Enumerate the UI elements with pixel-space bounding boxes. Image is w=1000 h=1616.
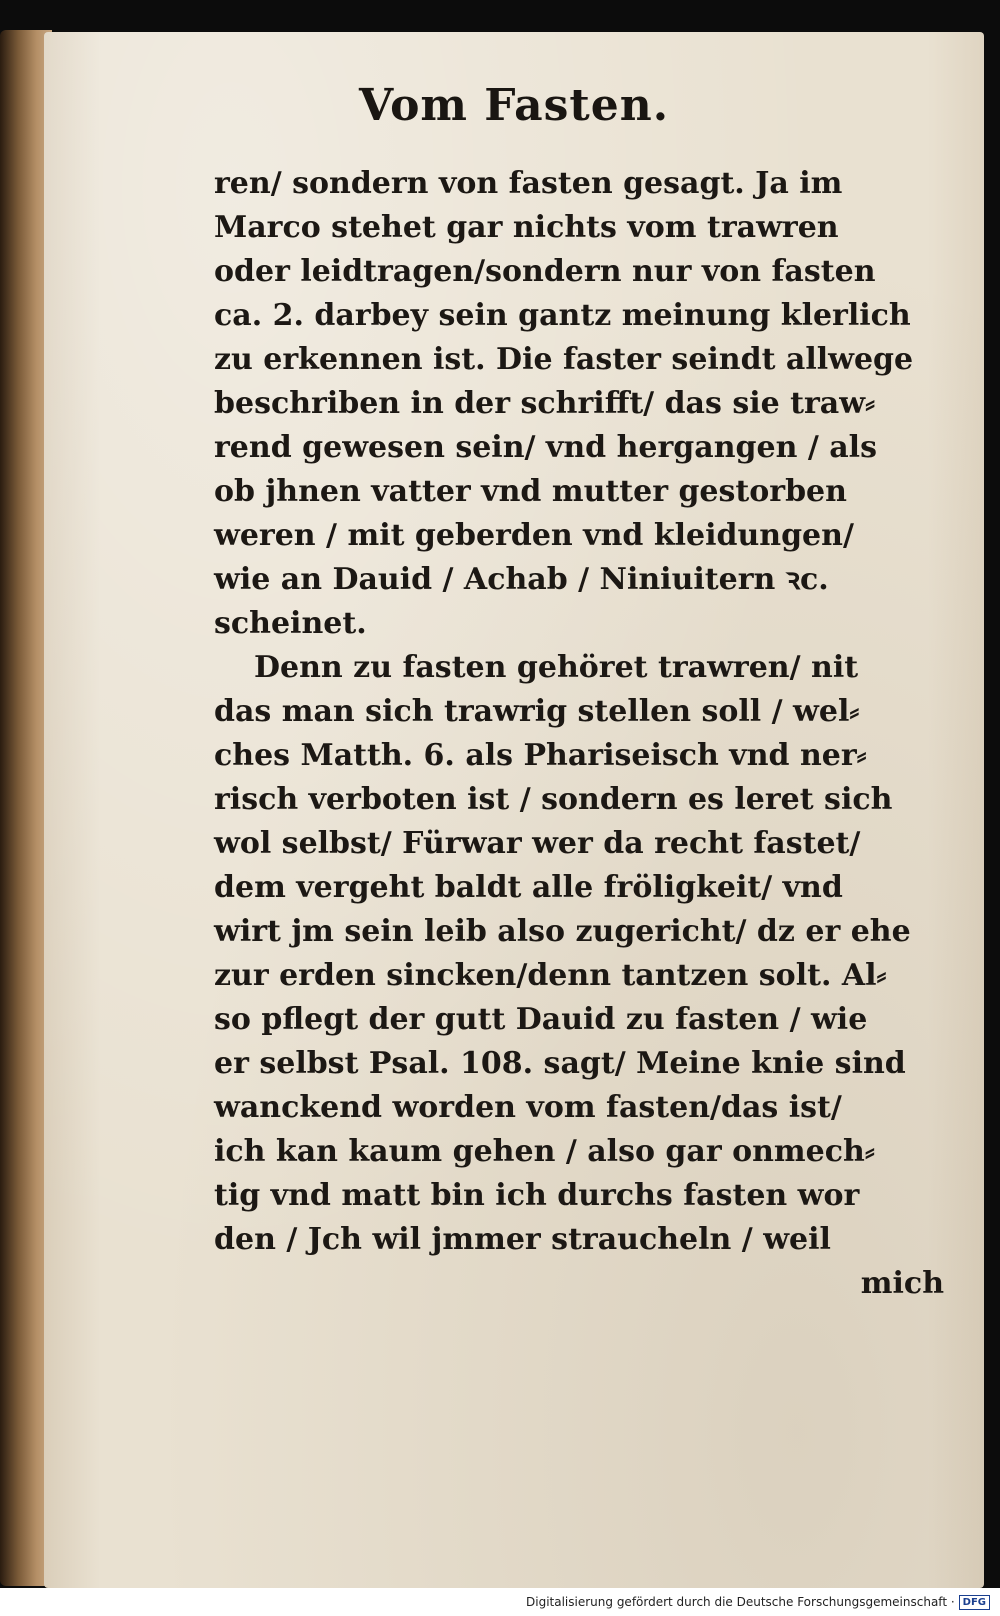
text-line: beschriben in der schrifft/ das sie traw⸗ [214, 386, 876, 421]
text-line: Marco stehet gar nichts vom trawren [214, 210, 839, 245]
text-line: zu erkennen ist. Die faster seindt allwege [214, 342, 914, 377]
text-line: risch verboten ist / sondern es leret sich [214, 782, 893, 817]
text-line: rend gewesen sein/ vnd hergangen / als [214, 430, 877, 465]
footer-credit: Digitalisierung gefördert durch die Deutsche Forschungsgemeinschaft · [526, 1595, 955, 1609]
text-line: den / Jch wil jmmer straucheln / weil [214, 1222, 831, 1257]
text-line: wirt jm sein leib also zugericht/ dz er ehe [214, 914, 911, 949]
text-line: er selbst Psal. 108. sagt/ Meine knie sind [214, 1046, 906, 1081]
text-line: so pflegt der gutt Dauid zu fasten / wie [214, 1002, 868, 1037]
text-line: dem vergeht baldt alle fröligkeit/ vnd [214, 870, 843, 905]
text-line: das man sich trawrig stellen soll / wel⸗ [214, 694, 860, 729]
text-line: scheinet. [214, 606, 367, 641]
text-line: tig vnd matt bin ich durchs fasten wor [214, 1178, 860, 1213]
text-line: Denn zu fasten gehöret trawren/ nit [254, 650, 859, 685]
catchword: mich [860, 1266, 944, 1301]
text-line: ich kan kaum gehen / also gar onmech⸗ [214, 1134, 875, 1169]
dfg-logo-icon: DFG [959, 1595, 990, 1610]
text-line: zur erden sincken/denn tantzen solt. Al⸗ [214, 958, 887, 993]
digitization-footer [0, 1588, 1000, 1616]
page-header: Vom Fasten. [358, 80, 670, 131]
text-line: wol selbst/ Fürwar wer da recht fastet/ [214, 826, 861, 861]
text-line: ches Matth. 6. als Phariseisch vnd ner⸗ [214, 738, 867, 773]
page-body-text [214, 162, 944, 1306]
text-line: oder leidtragen/sondern nur von fasten [214, 254, 876, 289]
text-line: ca. 2. darbey sein gantz meinung klerlich [214, 298, 911, 333]
book-page [44, 32, 984, 1588]
text-line: ob jhnen vatter vnd mutter gestorben [214, 474, 847, 509]
text-line: ren/ sondern von fasten gesagt. Ja im [214, 166, 843, 201]
text-line: wie an Dauid / Achab / Niniuitern ꝛc. [214, 562, 829, 597]
text-line: wanckend worden vom fasten/das ist/ [214, 1090, 842, 1125]
text-line: weren / mit geberden vnd kleidungen/ [214, 518, 854, 553]
